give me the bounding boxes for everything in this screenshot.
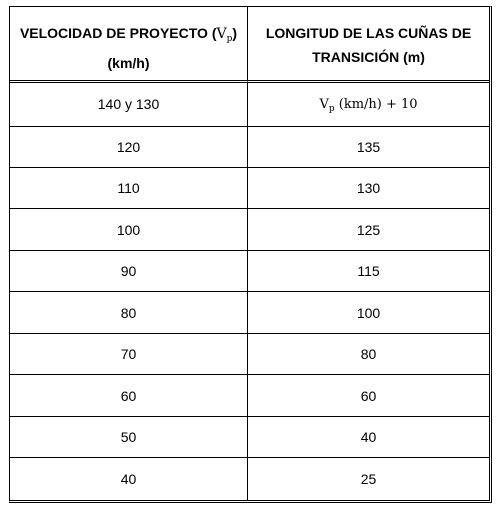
- table-row: [10, 251, 489, 292]
- speed-cell: 60: [10, 375, 248, 416]
- header-design-speed-unit: (km/h): [107, 55, 150, 71]
- header-design-speed-prefix: VELOCIDAD DE PROYECTO (: [19, 25, 217, 41]
- table-row: [10, 417, 489, 458]
- length-cell: 25: [360, 471, 377, 488]
- table-row: [10, 334, 489, 375]
- length-cell: 130: [248, 168, 489, 209]
- header-wedge-length: [248, 7, 489, 83]
- table-row: [10, 458, 489, 500]
- table-row: [10, 83, 489, 127]
- table-row: [10, 168, 489, 209]
- header-row: [10, 7, 489, 83]
- length-formula: $V_p$ (km/h) + 10: [319, 96, 418, 114]
- length-formula-cell: [248, 83, 489, 127]
- header-wedge-length-line1: LONGITUD DE LAS CUÑAS DE: [265, 25, 472, 41]
- length-cell: 100: [248, 292, 489, 333]
- length-cell: 135: [248, 127, 489, 168]
- length-cell: 40: [248, 417, 489, 458]
- speed-cell: 50: [10, 417, 248, 458]
- speed-cell: 70: [10, 334, 248, 375]
- header-design-speed-suffix: ): [232, 25, 238, 41]
- header-wedge-length-line2: TRANSICIÓN (m): [312, 49, 425, 65]
- table-row: [10, 375, 489, 416]
- speed-cell: 40: [10, 458, 248, 500]
- table-row: [10, 209, 489, 250]
- length-cell: 125: [248, 209, 489, 250]
- speed-cell: 110: [10, 168, 248, 209]
- table-row: [10, 127, 489, 168]
- length-cell: 80: [248, 334, 489, 375]
- transition-wedge-table: [9, 6, 492, 503]
- header-vp-symbol: $V_p$: [216, 26, 233, 44]
- speed-cell: 140 y 130: [10, 83, 248, 127]
- length-cell: 60: [248, 375, 489, 416]
- length-cell: 115: [248, 251, 489, 292]
- speed-cell: 100: [10, 209, 248, 250]
- header-design-speed: [10, 7, 248, 83]
- table-row: [10, 292, 489, 333]
- speed-cell: 90: [10, 251, 248, 292]
- speed-cell: 80: [10, 292, 248, 333]
- speed-cell: 120: [10, 127, 248, 168]
